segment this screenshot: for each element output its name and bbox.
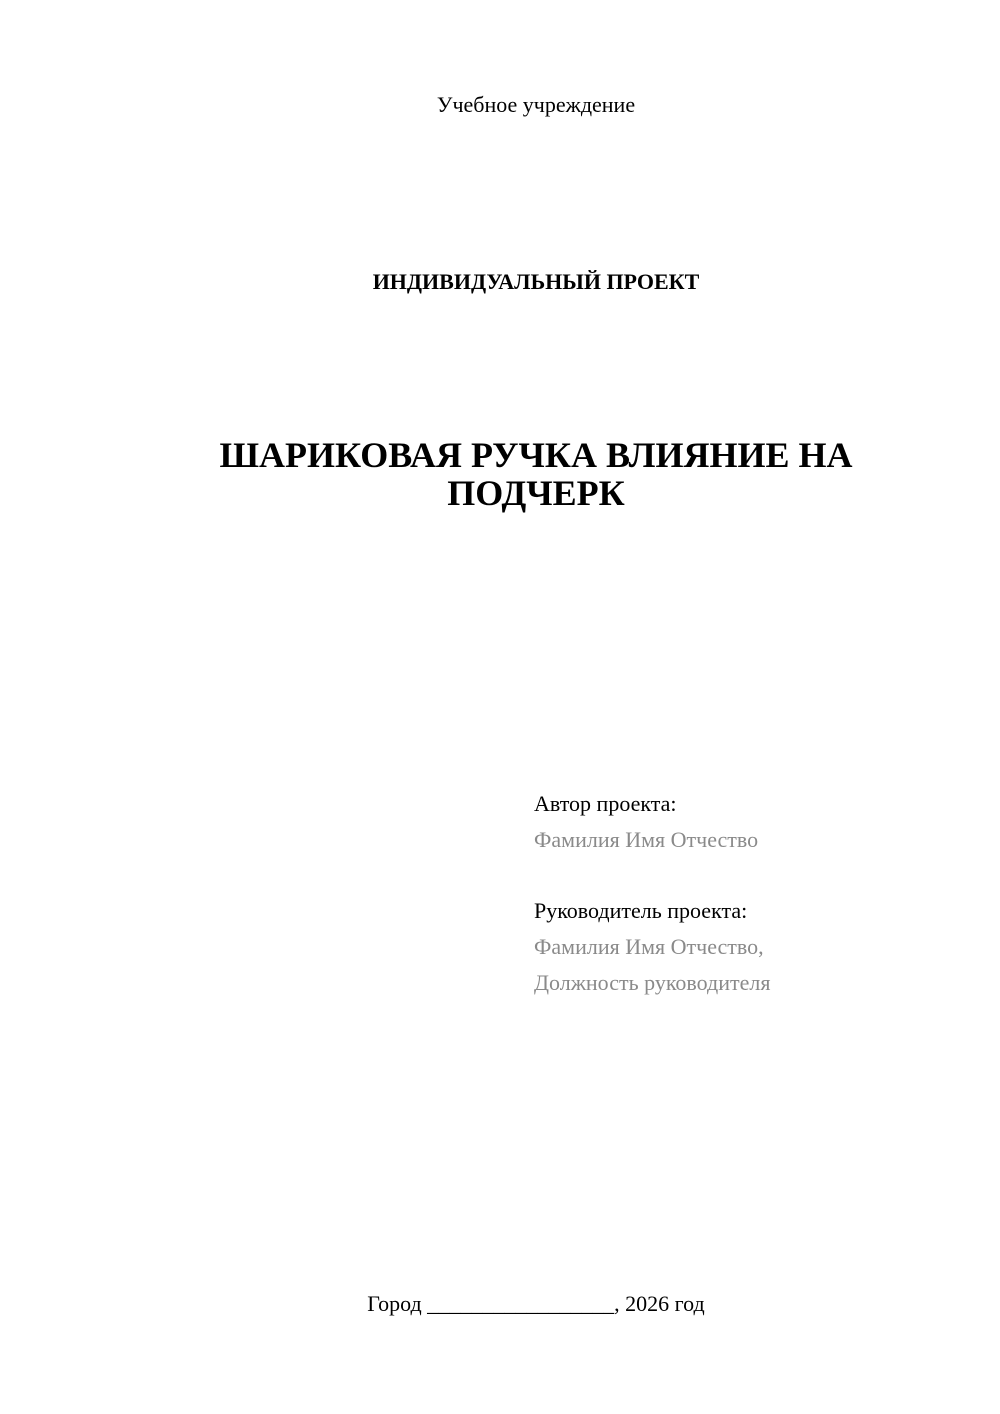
project-title (130, 436, 942, 512)
project-type-heading: ИНДИВИДУАЛЬНЫЙ ПРОЕКТ (372, 269, 700, 294)
project-title-line-1: ШАРИКОВАЯ РУЧКА ВЛИЯНИЕ НА (219, 435, 853, 475)
project-title-line-2: ПОДЧЕРК (447, 473, 625, 513)
author-label: Автор проекта: (534, 791, 677, 816)
supervisor-name-placeholder: Фамилия Имя Отчество, (534, 934, 764, 959)
supervisor-label: Руководитель проекта: (534, 898, 748, 923)
city-year-footer: Город _________________, 2026 год (367, 1291, 705, 1316)
institution-name: Учебное учреждение (436, 92, 636, 117)
author-block (534, 786, 758, 858)
author-name-placeholder: Фамилия Имя Отчество (534, 827, 759, 852)
supervisor-block (534, 893, 770, 1001)
supervisor-position-placeholder: Должность руководителя (534, 970, 771, 995)
